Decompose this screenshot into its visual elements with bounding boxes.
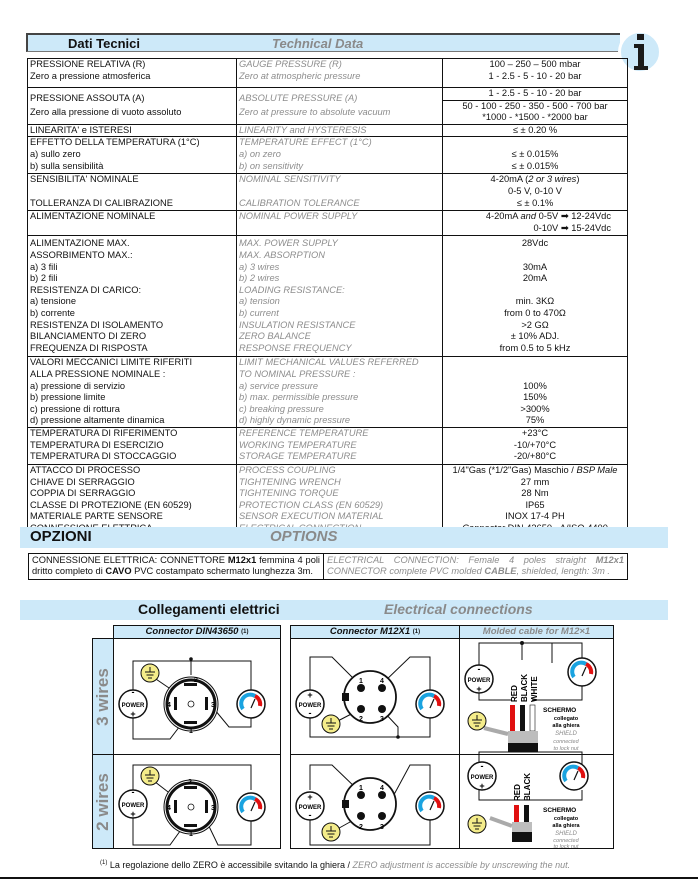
pin-label: 2 <box>359 716 363 723</box>
spec-value-part: 0-5V ➡ 12-24Vdc <box>536 211 611 222</box>
spec-it: TEMPERATURA DI ESERCIZIO <box>30 439 164 450</box>
wire-label-black: BLACK <box>523 773 532 801</box>
pin-label: 1 <box>359 785 363 792</box>
spec-en: a) service pressure <box>239 380 319 391</box>
pin-label: 4 <box>167 702 171 709</box>
power-plus: + <box>307 690 313 700</box>
option-text: PVC costampato schermato lunghezza 3m. <box>131 566 313 577</box>
gauge-icon <box>560 762 588 790</box>
spec-en: GAUGE PRESSURE (R) <box>239 59 342 69</box>
spec-value: 100% <box>523 380 547 391</box>
cable-2-wires-diagram <box>468 752 588 850</box>
spec-value: 27 mm <box>520 476 550 487</box>
spec-it: VALORI MECCANICI LIMITE RIFERITI <box>30 357 193 368</box>
power-minus: - <box>308 708 312 718</box>
shield-label-en: to lock nut <box>553 844 579 850</box>
spec-en: b) current <box>239 307 279 318</box>
pin-label: 3 <box>380 824 384 831</box>
earth-icon <box>468 815 486 833</box>
spec-en: ABSOLUTE PRESSURE (A) <box>239 93 358 104</box>
column-header-label: Connector DIN43650 <box>145 626 239 637</box>
spec-en: REFERENCE TEMPERATURE <box>239 427 369 438</box>
spec-value: 150% <box>523 392 547 403</box>
option-text-bold: M12x1 <box>595 555 624 565</box>
spec-it: PRESSIONE RELATIVA (R) <box>30 59 146 69</box>
bottom-rule <box>0 877 698 879</box>
power-label: POWER <box>298 703 322 709</box>
spec-en: PROTECTION CLASS (EN 60529) <box>239 499 384 510</box>
spec-value: ± 10% ADJ. <box>510 331 560 342</box>
cable-3-wires-diagram <box>465 641 596 752</box>
spec-value: INOX 17-4 PH <box>505 511 565 522</box>
spec-en: MAX. POWER SUPPLY <box>239 238 338 249</box>
spec-en: b) max. permissible pressure <box>239 392 359 403</box>
wire-label-black: BLACK <box>520 674 529 702</box>
pin-label: 3 <box>380 716 384 723</box>
spec-value: ≤ ± 0.1% <box>516 197 554 208</box>
spec-it: Zero a pressione atmosferica <box>30 70 151 81</box>
spec-value-part: ) <box>576 174 580 185</box>
spec-value-part: 4-20mA ( <box>490 174 529 185</box>
footnote <box>100 860 570 870</box>
spec-it: ALIMENTAZIONE NOMINALE <box>30 211 156 222</box>
spec-value: 28 Nm <box>521 488 549 499</box>
spec-it: a) tensione <box>30 296 76 307</box>
spec-it: Zero alla pressione di vuoto assoluto <box>30 106 182 117</box>
earth-icon <box>141 767 159 785</box>
din-2-wires-diagram <box>119 765 265 845</box>
power-plus: + <box>130 809 136 819</box>
spec-en: STORAGE TEMPERATURE <box>239 451 357 462</box>
spec-en: NOMINAL SENSITIVITY <box>239 174 341 185</box>
spec-it: ALLA PRESSIONE NOMINALE : <box>30 368 166 379</box>
spec-value: 1 - 2.5 - 5 - 10 - 20 bar <box>488 70 582 81</box>
spec-it: EFFETTO DELLA TEMPERATURA (1°C) <box>30 137 200 148</box>
spec-en: WORKING TEMPERATURE <box>239 439 357 450</box>
shield-label-it: SCHERMO <box>543 807 577 814</box>
power-minus: - <box>131 787 135 797</box>
shield-label-it: SCHERMO <box>543 707 577 714</box>
spec-value: >300% <box>520 403 550 414</box>
spec-en: a) tension <box>239 296 280 307</box>
options-title-en: OPTIONS <box>270 528 338 545</box>
spec-en: ZERO BALANCE <box>239 331 311 342</box>
spec-en: NOMINAL POWER SUPPLY <box>239 211 358 222</box>
pin-label: 1 <box>189 831 193 838</box>
spec-en: c) breaking pressure <box>239 403 324 414</box>
spec-value: ≤ ± 0.015% <box>511 160 559 171</box>
pin-label: 4 <box>167 805 171 812</box>
gauge-icon <box>416 792 444 820</box>
pin-label: 4 <box>380 785 384 792</box>
earth-icon <box>322 715 340 733</box>
spec-en: PROCESS COUPLING <box>239 464 336 475</box>
spec-en: MAX. ABSORPTION <box>239 249 325 260</box>
spec-value: IP65 <box>525 499 545 510</box>
header-title-en: Technical Data <box>272 36 364 51</box>
spec-value: 75% <box>525 415 545 426</box>
option-text-bold: M12x1 <box>227 555 257 565</box>
spec-it: FREQUENZA DI RISPOSTA <box>30 342 148 353</box>
spec-value: from 0 to 470Ω <box>504 307 566 318</box>
spec-it: ASSORBIMENTO MAX.: <box>30 249 133 260</box>
power-minus: - <box>131 687 135 697</box>
gauge-icon <box>568 658 596 686</box>
power-minus: - <box>480 761 484 771</box>
spec-value: min. 3KΩ <box>515 296 555 307</box>
gauge-icon <box>416 690 444 718</box>
power-minus: - <box>477 664 481 674</box>
connections-title-en: Electrical connections <box>384 601 533 617</box>
din-3-wires-diagram <box>119 657 265 739</box>
shield-label-en: to lock nut <box>553 746 579 752</box>
wire-label-white: WHITE <box>530 676 539 702</box>
spec-value: +23°C <box>521 427 549 438</box>
option-text-bold: CABLE <box>484 566 517 577</box>
power-label: POWER <box>121 803 145 809</box>
spec-it: b) pressione limite <box>30 392 106 403</box>
earth-icon <box>468 712 486 730</box>
spec-en: TIGHTENING TORQUE <box>239 488 339 499</box>
spec-it: COPPIA DI SERRAGGIO <box>30 488 136 499</box>
spec-value: 20mA <box>522 273 548 284</box>
spec-en: Zero at atmospheric pressure <box>239 70 361 81</box>
spec-it: CHIAVE DI SERRAGGIO <box>30 476 135 487</box>
row-label-text: 3 wires <box>93 667 112 726</box>
pin-label: 1 <box>189 728 193 735</box>
spec-en: Zero at pressure to absolute vacuum <box>239 106 391 117</box>
pin-label: 3 <box>211 702 215 709</box>
pin-label: 2 <box>194 677 198 684</box>
spec-it: RESISTENZA DI CARICO: <box>30 284 142 295</box>
power-plus: + <box>130 709 136 719</box>
spec-it: BILANCIAMENTO DI ZERO <box>30 331 147 342</box>
spec-value: 50 - 100 - 250 - 350 - 500 - 700 bar <box>462 100 608 111</box>
spec-it: b) sulla sensibilità <box>30 160 104 171</box>
header-title-it: Dati Tecnici <box>68 36 141 51</box>
spec-it: ATTACCO DI PROCESSO <box>30 464 141 475</box>
spec-it: TEMPERATURA DI RIFERIMENTO <box>30 427 178 438</box>
spec-value: 28Vdc <box>521 238 549 249</box>
connections-title-it: Collegamenti elettrici <box>138 601 280 617</box>
spec-en: b) on sensitivity <box>239 160 304 171</box>
spec-en: CALIBRATION TOLERANCE <box>239 197 360 208</box>
spec-it: SENSIBILITA' NOMINALE <box>30 174 139 185</box>
spec-en: LIMIT MECHANICAL VALUES REFERRED <box>239 357 419 368</box>
wire-label-red: RED <box>513 784 522 801</box>
spec-value: from 0.5 to 5 kHz <box>499 342 571 353</box>
spec-it: LINEARITA' e ISTERESI <box>30 124 132 135</box>
power-minus: - <box>308 810 312 820</box>
shield-label-en: SHIELD <box>555 831 577 837</box>
footnote-mark: (1) <box>100 860 108 866</box>
spec-en: LINEARITY and HYSTERESIS <box>239 124 367 135</box>
power-plus: + <box>307 792 313 802</box>
spec-value-part: 4-20mA <box>485 211 521 222</box>
power-plus: + <box>476 684 482 694</box>
spec-value: ≤ ± 0.015% <box>511 148 559 159</box>
spec-value: -20/+80°C <box>513 451 557 462</box>
power-label: POWER <box>470 775 494 781</box>
option-text: ELECTRICAL CONNECTION: Female 4 poles straight <box>327 555 596 565</box>
option-text-bold: CAVO <box>105 566 132 577</box>
spec-value-part: 2 or 3 wires <box>528 174 577 185</box>
footnote-mark: (1) <box>241 629 249 635</box>
spec-it: MATERIALE PARTE SENSORE <box>30 511 163 522</box>
earth-icon <box>141 664 159 682</box>
spec-en: TEMPERATURE EFFECT (1°C) <box>239 137 372 148</box>
option-text: , shielded, length: 3m . <box>516 566 610 577</box>
option-text: CONNESSIONE ELETTRICA: CONNETTORE <box>32 555 228 565</box>
spec-it: a) 3 fili <box>30 261 58 272</box>
pin-label: 2 <box>188 779 192 786</box>
spec-it: a) pressione di servizio <box>30 380 126 391</box>
spec-en: INSULATION RESISTANCE <box>239 319 356 330</box>
pin-label: 3 <box>211 805 215 812</box>
spec-value: >2 GΩ <box>521 319 549 330</box>
shield-label-en: connected <box>553 838 579 844</box>
spec-value: ≤ ± 0.20 % <box>512 124 558 135</box>
spec-it: CLASSE DI PROTEZIONE (EN 60529) <box>30 499 192 510</box>
spec-it: TEMPERATURA DI STOCCAGGIO <box>30 451 177 462</box>
spec-it: c) pressione di rottura <box>30 403 120 414</box>
column-header-label: Connector M12X1 <box>329 626 411 637</box>
spec-it: TOLLERANZA DI CALIBRAZIONE <box>30 197 173 208</box>
spec-it: PRESSIONE ASSOUTA (A) <box>30 93 145 104</box>
wire-label-red: RED <box>510 685 519 702</box>
gauge-icon <box>237 690 265 718</box>
footnote-mark: (1) <box>412 629 421 635</box>
spec-en: TIGHTENING WRENCH <box>239 476 341 487</box>
spec-it: RESISTENZA DI ISOLAMENTO <box>30 319 164 330</box>
m12-3-wires-diagram <box>296 657 444 739</box>
spec-value-part: BSP Male <box>576 464 618 475</box>
spec-value: 30mA <box>522 261 548 272</box>
spec-it: a) sullo zero <box>30 148 81 159</box>
pin-label: 4 <box>380 678 384 685</box>
row-label-text: 2 wires <box>93 772 112 831</box>
spec-value: 100 – 250 – 500 mbar <box>489 59 581 69</box>
footnote-text-it: La regolazione dello ZERO è accessibile svitando la ghiera / <box>107 860 353 870</box>
power-label: POWER <box>298 805 322 811</box>
shield-label-it: alla ghiera <box>552 723 580 729</box>
shield-label-it: alla ghiera <box>552 823 580 829</box>
spec-en: a) 3 wires <box>239 261 280 272</box>
spec-value: 1 - 2.5 - 5 - 10 - 20 bar <box>488 88 582 98</box>
shield-label-en: connected <box>553 739 579 745</box>
spec-en: LOADING RESISTANCE: <box>239 284 345 295</box>
spec-en: a) on zero <box>239 148 281 159</box>
m12-2-wires-diagram <box>296 765 444 845</box>
gauge-icon <box>237 793 265 821</box>
spec-en: SENSOR EXECUTION MATERIAL <box>239 511 384 522</box>
power-label: POWER <box>467 678 491 684</box>
pin-label: 2 <box>359 824 363 831</box>
spec-en: RESPONSE FREQUENCY <box>239 342 352 353</box>
spec-it: b) 2 fili <box>30 273 58 284</box>
column-header-label: Molded cable for M12×1 <box>482 626 591 637</box>
spec-it: b) corrente <box>30 307 75 318</box>
spec-en: b) 2 wires <box>239 273 280 284</box>
spec-value: 0-10V ➡ 15-24Vdc <box>533 222 611 233</box>
power-plus: + <box>479 781 485 791</box>
spec-en: d) highly dynamic pressure <box>239 415 351 426</box>
footnote-text-en: ZERO adjustment is accessible by unscrewing the nut. <box>352 860 571 870</box>
options-title-it: OPZIONI <box>30 528 92 545</box>
shield-label-it: collegato <box>553 716 579 722</box>
option-text: femmina 4 poli dritto completo di <box>32 555 321 577</box>
spec-it: ALIMENTAZIONE MAX. <box>30 238 130 249</box>
option-text: CONNECTOR complete PVC molded <box>327 566 485 577</box>
shield-label-it: collegato <box>553 816 579 822</box>
pin-label: 1 <box>359 678 363 685</box>
spec-it: d) pressione altamente dinamica <box>30 415 165 426</box>
shield-label-en: SHIELD <box>555 731 577 737</box>
spec-value: *1000 - *1500 - *2000 bar <box>482 112 588 123</box>
spec-value: 0-5 V, 0-10 V <box>508 185 562 196</box>
spec-value-part: 1/4"Gas (*1/2"Gas) Maschio / <box>452 464 577 475</box>
spec-en: TO NOMINAL PRESSURE : <box>239 368 356 379</box>
spec-value: -10/+70°C <box>513 439 557 450</box>
earth-icon <box>322 823 340 841</box>
spec-value-part: and <box>520 211 537 222</box>
power-label: POWER <box>121 703 145 709</box>
